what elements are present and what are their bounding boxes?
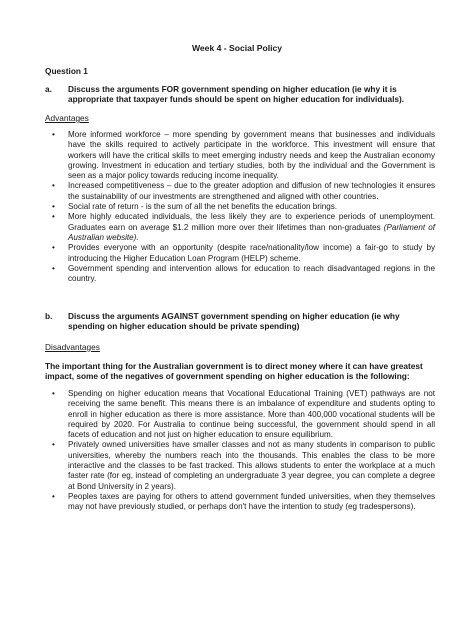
list-item <box>45 440 435 491</box>
bullet-icon: • <box>52 263 55 273</box>
disadvantages-list <box>45 389 435 513</box>
page-title: Week 4 - Social Policy <box>191 43 283 53</box>
list-item-text: Provides everyone with an opportunity (despite race/nationality/low income) a fair-go to study by introducing the Higher Education Loan Program (HELP) scheme. <box>68 243 435 263</box>
list-item <box>45 130 435 181</box>
list-item <box>45 202 435 212</box>
part-b-text: Discuss the arguments AGAINST government spending on higher education (ie why spending on higher education should be private spending) <box>68 311 400 332</box>
bullet-icon: • <box>52 202 55 212</box>
part-b-label: b. <box>45 311 53 321</box>
disadvantages-heading: Disadvantages <box>45 342 100 352</box>
bullet-icon: • <box>52 181 55 191</box>
list-item-text: Peoples taxes are paying for others to attend government funded universities, when they themselves may not have previously studied, or perhaps don't have the intention to study (eg tradespersons). <box>68 491 435 512</box>
list-item-text: Government spending and intervention allows for education to reach disadvantaged regions in the country. <box>68 263 435 284</box>
disadvantages-intro: The important thing for the Australian government is to direct money where it can have greatest impact, some of the negatives of government spending on higher education is the following: <box>45 361 423 382</box>
list-item <box>45 212 435 243</box>
list-item <box>45 264 435 285</box>
list-item <box>45 492 435 513</box>
list-item <box>45 389 435 440</box>
list-item-text: More highly educated individuals, the less likely they are to experience periods of unemployment. Graduates earn on average $1.2 million more over their lifetimes than non-graduates <box>68 212 435 232</box>
list-item-text: Increased competitiveness – due to the greater adoption and diffusion of new technologies it ensures the sustainability of our investments are strengthened and aligned with other countries. <box>68 181 435 201</box>
list-item <box>45 181 435 202</box>
list-item-text: Social rate of return - is the sum of all the net benefits the education brings. <box>68 202 338 212</box>
part-a-label: a. <box>45 84 52 94</box>
bullet-icon: • <box>52 491 55 501</box>
part-a-text: Discuss the arguments FOR government spending on higher education (ie why it is appropriate that taxpayer funds should be spent on higher education for individuals). <box>68 84 405 105</box>
list-item <box>45 243 435 264</box>
advantages-list <box>45 130 435 284</box>
list-item-text: Privately owned universities have smaller classes and not as many students in comparison to public universities, whereby the numbers reach into the thousands. This enables the class to be more interactive and the classes to be fast tracked. This allows students to enter the workplace at a much faster rate (for eg, instead of completing an undergraduate 3 year degree, you can complete a degree at Bond University in 2 years). <box>68 440 435 491</box>
citation: (Parliament of Australian website). <box>68 222 436 242</box>
question-part-a <box>45 84 435 104</box>
question-part-b <box>45 311 435 331</box>
bullet-icon: • <box>52 130 55 139</box>
list-item-text: More informed workforce – more spending by government means that businesses and individuals have the skills required to actively participate in the workforce. This investment will ensure that workers will have the critical skills to meet emerging industry needs and keep the Australian economy growing. Investment in education and tertiary studies, both by the individual and the Government is seen as a major policy towards reducing income inequality. <box>68 130 435 181</box>
bullet-icon: • <box>52 389 55 398</box>
advantages-heading: Advantages <box>45 113 89 123</box>
list-item-text: Spending on higher education means that Vocational Educational Training (VET) pathways are not receiving the same benefit. This means there is an imbalance of expenditure and students opting to enroll in higher education as there is more assistance. More than 400,000 vocational students will be required by 2020. For Australia to continue being successful, the government should spend in all facets of education and not just on higher education to ensure equilibrium. <box>68 389 435 440</box>
bullet-icon: • <box>52 212 55 222</box>
bullet-icon: • <box>52 440 55 450</box>
bullet-icon: • <box>52 243 55 253</box>
question-heading: Question 1 <box>45 66 88 76</box>
